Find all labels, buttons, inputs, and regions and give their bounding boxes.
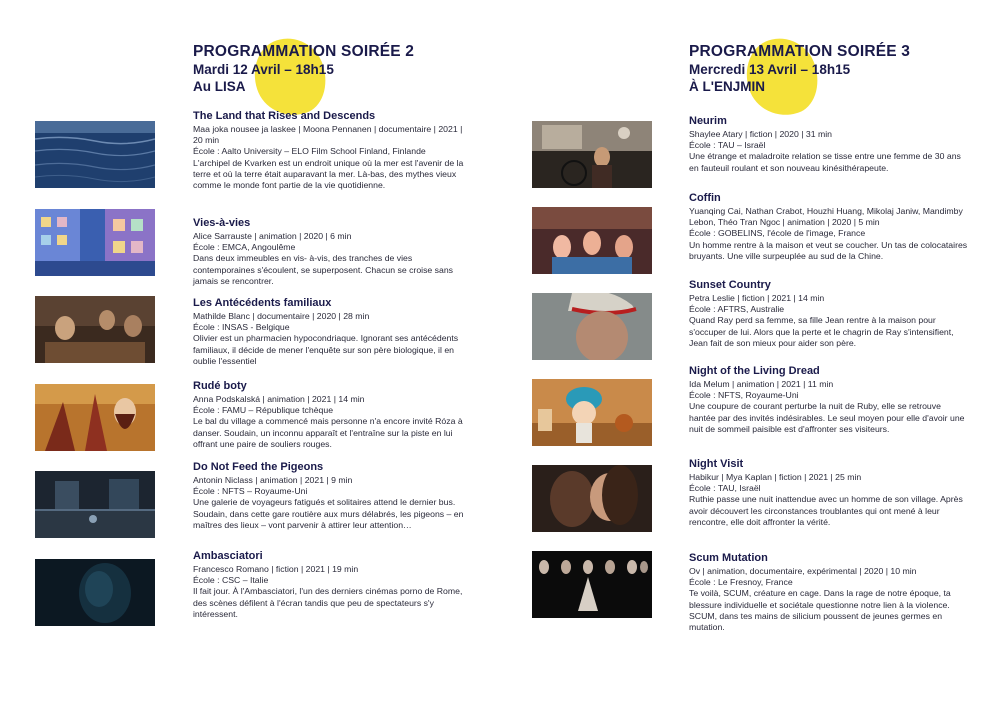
- film-credits: Alice Sarrauste | animation | 2020 | 6 min: [193, 231, 352, 241]
- session-title: PROGRAMMATION SOIRÉE 3: [689, 43, 911, 60]
- film-title: Sunset Country: [689, 279, 771, 291]
- film-info: [193, 110, 473, 191]
- film-description: Un homme rentre à la maison et veut se coucher. Un tas de colocataires bruyants. Une ville surpeuplée au sud de la Chine.: [689, 239, 968, 261]
- film-title: The Land that Rises and Descends: [193, 110, 376, 122]
- film-credits: Ov | animation, documentaire, expérimental | 2020 | 10 min: [689, 566, 917, 576]
- film-thumbnail: [532, 121, 652, 188]
- film-description: Quand Ray perd sa femme, sa fille Jean rentre à la maison pour s'occuper de lui. Alors que la perte et le chagrin de Ray s'intensifient, Jean fait de son mieux pour aider son père.: [689, 315, 954, 348]
- session-venue: À L'ENJMIN: [689, 79, 765, 94]
- film-school: École : NFTS, Royaume-Uni: [689, 390, 799, 401]
- film-credits: Shaylee Atary | fiction | 2020 | 31 min: [689, 129, 832, 139]
- film-info: [193, 461, 473, 531]
- film-title: Rudé boty: [193, 380, 247, 392]
- session-2-header: [193, 42, 414, 95]
- film-title: Vies-à-vies: [193, 217, 251, 229]
- film-title: Ambasciatori: [193, 550, 263, 562]
- film-info: [193, 297, 473, 367]
- film-thumbnail: [35, 471, 155, 538]
- film-school: École : EMCA, Angoulême: [193, 242, 296, 253]
- film-description: Te voilà, SCUM, créature en cage. Dans la rage de notre époque, ta blessure individuelle et sociétale questionne notre lien à la violence. SCUM, dans tes mains de silicium poussent de jeunes germes en mutation.: [689, 588, 951, 633]
- film-school: École : GOBELINS, l'école de l'image, France: [689, 228, 866, 239]
- film-info: [689, 458, 969, 528]
- film-school: École : TAU – Israël: [689, 140, 766, 151]
- film-thumbnail: [35, 121, 155, 188]
- film-thumbnail: [532, 551, 652, 618]
- film-description: L'archipel de Kvarken est un endroit unique où la mer est l'avenir de la terre et où la terre était auparavant la mer. Là-bas, des mythes vieux comme le monde font partie de la vie quotidienne.: [193, 157, 464, 191]
- film-title: Night Visit: [689, 458, 744, 470]
- film-description: Dans deux immeubles en vis- à-vis, des tranches de vies contemporaines s'écoulent, se superposent. Chacun se croise sans jamais se rencontrer.: [193, 253, 454, 286]
- film-info: [689, 115, 969, 174]
- film-credits: Francesco Romano | fiction | 2021 | 19 min: [193, 564, 359, 574]
- film-school: École : Le Fresnoy, France: [689, 577, 793, 588]
- film-info: [193, 217, 473, 287]
- film-credits: Habikur | Mya Kaplan | fiction | 2021 | 25 min: [689, 472, 862, 482]
- film-school: École : INSAS - Belgique: [193, 322, 290, 333]
- film-info: [689, 552, 969, 633]
- film-school: École : AFTRS, Australie: [689, 304, 785, 315]
- film-description: Une galerie de voyageurs fatigués et solitaires attend le dernier bus. Soudain, dans cette gare routière aux murs délabrés, les pigeons – en maîtres des lieux – vont parvenir à attirer leur attention…: [193, 497, 464, 530]
- film-credits: Maa joka nousee ja laskee | Moona Pennanen | documentaire | 2021 | 20 min: [193, 124, 463, 146]
- film-description: Il fait jour. À l'Ambasciatori, l'un des derniers cinémas porno de Rome, des scènes défilent à l'écran tandis que peu de spectateurs s'y intéressent.: [193, 586, 463, 619]
- film-credits: Yuanqing Cai, Nathan Crabot, Houzhi Huang, Mikolaj Janiw, Mandimby Lebon, Théo Tran Ngoc | animation | 2020 | 5 min: [689, 206, 963, 228]
- film-thumbnail: [532, 207, 652, 274]
- film-description: Une coupure de courant perturbe la nuit de Ruby, elle se retrouve hantée par des invités indésirables. Le seul moyen pour elle d'avoir une nuit de sommeil paisible est d'affronter ses visiteurs.: [689, 401, 965, 434]
- film-description: Ruthie passe une nuit inattendue avec un homme de son village. Après avoir découvert les circonstances troublantes qui ont mené à leur rencontre, elle doit affronter la vérité.: [689, 494, 963, 527]
- film-school: École : FAMU – République tchèque: [193, 405, 334, 416]
- film-thumbnail: [532, 379, 652, 446]
- film-credits: Mathilde Blanc | documentaire | 2020 | 28 min: [193, 311, 370, 321]
- film-title: Les Antécédents familiaux: [193, 297, 332, 309]
- film-title: Scum Mutation: [689, 552, 768, 564]
- film-school: École : CSC – Italie: [193, 575, 269, 586]
- film-credits: Antonin Niclass | animation | 2021 | 9 min: [193, 475, 353, 485]
- film-school: École : TAU, Israël: [689, 483, 761, 494]
- session-date: Mercredi 13 Avril – 18h15: [689, 62, 851, 77]
- film-thumbnail: [35, 559, 155, 626]
- film-info: [689, 365, 969, 435]
- film-thumbnail: [532, 465, 652, 532]
- session-3-header: [689, 42, 910, 95]
- film-info: [193, 380, 473, 450]
- film-info: [689, 192, 969, 262]
- film-title: Night of the Living Dread: [689, 365, 820, 377]
- film-thumbnail: [35, 384, 155, 451]
- film-credits: Petra Leslie | fiction | 2021 | 14 min: [689, 293, 825, 303]
- film-info: [193, 550, 473, 620]
- film-credits: Anna Podskalská | animation | 2021 | 14 min: [193, 394, 365, 404]
- film-credits: Ida Melum | animation | 2021 | 11 min: [689, 379, 834, 389]
- film-info: [689, 279, 969, 349]
- film-thumbnail: [35, 209, 155, 276]
- film-thumbnail: [35, 296, 155, 363]
- session-date: Mardi 12 Avril – 18h15: [193, 62, 334, 77]
- session-title: PROGRAMMATION SOIRÉE 2: [193, 43, 415, 60]
- film-thumbnail: [532, 293, 652, 360]
- film-description: Olivier est un pharmacien hypocondriaque. Ignorant ses antécédents familiaux, il décide de mener l'enquête sur son père biologique, il en oublie l'essentiel: [193, 333, 459, 366]
- session-venue: Au LISA: [193, 79, 246, 94]
- film-title: Neurim: [689, 115, 727, 127]
- film-title: Coffin: [689, 192, 721, 204]
- film-title: Do Not Feed the Pigeons: [193, 461, 324, 473]
- film-school: École : Aalto University – ELO Film School Finland, Finlande: [193, 146, 426, 157]
- film-description: Une étrange et maladroite relation se tisse entre une femme de 30 ans en fauteuil roulant et son nouveau kinésithérapeute.: [689, 151, 961, 173]
- film-school: École : NFTS – Royaume-Uni: [193, 486, 308, 497]
- film-description: Le bal du village a commencé mais personne n'a encore invité Róza à danser. Soudain, un inconnu apparaît et l'entraîne sur la piste en lui offrant une paire de souliers rouges.: [193, 416, 463, 449]
